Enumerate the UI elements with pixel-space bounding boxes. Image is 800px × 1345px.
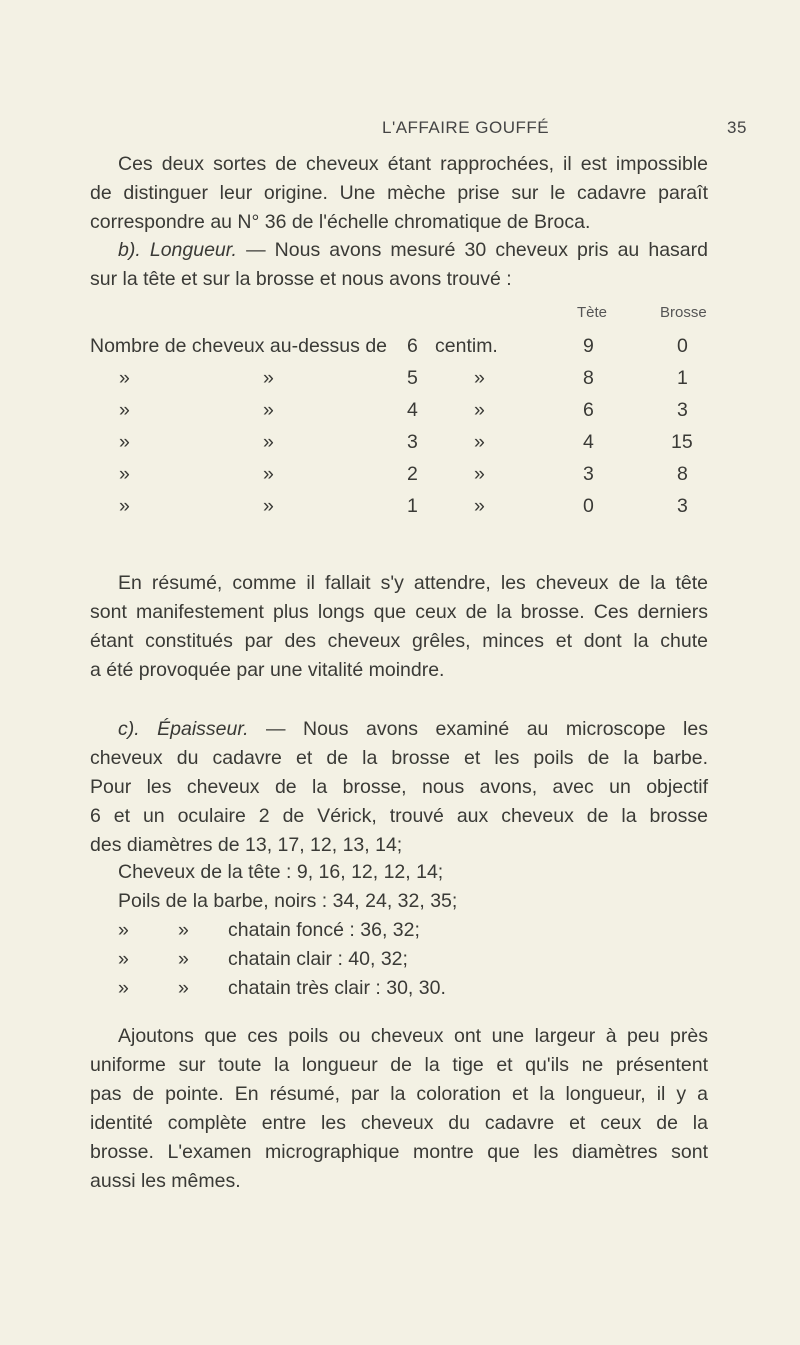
paragraph-conclusion bbox=[90, 1022, 708, 1196]
row-brosse: 8 bbox=[677, 463, 688, 485]
ditto-mark: » bbox=[263, 367, 274, 389]
row-tete: 8 bbox=[583, 367, 594, 389]
text-line: Pour les cheveux de la brosse, nous avons, avec un objectif bbox=[90, 776, 708, 798]
text-line: Ces deux sortes de cheveux étant rapprochées, il est impossible bbox=[118, 153, 708, 175]
ditto-mark: » bbox=[119, 367, 130, 389]
text-line bbox=[90, 715, 708, 744]
list-item-text: chatain foncé : 36, 32; bbox=[228, 919, 420, 941]
row-cm: 4 bbox=[407, 399, 418, 421]
header-title: L'AFFAIRE GOUFFÉ bbox=[382, 118, 550, 137]
row-brosse: 15 bbox=[671, 431, 693, 453]
row-tete: 0 bbox=[583, 495, 594, 517]
ditto-mark: » bbox=[118, 919, 129, 941]
row-tete: 9 bbox=[583, 335, 594, 357]
text-line: des diamètres de 13, 17, 12, 13, 14; bbox=[90, 834, 403, 856]
ditto-mark: » bbox=[263, 463, 274, 485]
text-line: étant constitués par des cheveux grêles, minces et dont la chute bbox=[90, 630, 708, 652]
ditto-mark: » bbox=[119, 431, 130, 453]
text-line: identité complète entre les cheveux du cadavre et ceux de la bbox=[90, 1112, 708, 1134]
row-tete: 6 bbox=[583, 399, 594, 421]
ditto-mark: » bbox=[118, 977, 129, 999]
text-line: brosse. L'examen micrographique montre que les diamètres sont bbox=[90, 1141, 708, 1163]
row-cm: 1 bbox=[407, 495, 418, 517]
list-item-text: chatain clair : 40, 32; bbox=[228, 948, 408, 970]
text-line: 6 et un oculaire 2 de Vérick, trouvé aux cheveux de la brosse bbox=[90, 805, 708, 827]
column-header-tete: Tète bbox=[577, 304, 608, 321]
text-fragment: — Nous avons examiné au microscope les bbox=[248, 718, 708, 740]
text-fragment: — Nous avons mesuré 30 cheveux pris au hasard bbox=[236, 239, 708, 261]
ditto-mark: » bbox=[178, 977, 189, 999]
text-line: sont manifestement plus longs que ceux de la brosse. Ces derniers bbox=[90, 601, 708, 623]
paragraph-summary bbox=[90, 569, 708, 685]
page-number: 35 bbox=[727, 118, 747, 137]
row-brosse: 0 bbox=[677, 335, 688, 357]
list-item-text: chatain très clair : 30, 30. bbox=[228, 977, 446, 999]
row-brosse: 1 bbox=[677, 367, 688, 389]
ditto-mark: » bbox=[119, 463, 130, 485]
paragraph-length bbox=[90, 236, 708, 294]
text-line: correspondre au N° 36 de l'échelle chromatique de Broca. bbox=[90, 211, 591, 233]
section-label: b). Longueur. bbox=[118, 239, 237, 261]
running-header bbox=[0, 118, 800, 142]
row-label: Nombre de cheveux au-dessus de bbox=[90, 335, 388, 357]
text-line: sur la tête et sur la brosse et nous avons trouvé : bbox=[90, 268, 512, 290]
row-unit: centim. bbox=[435, 335, 498, 357]
row-cm: 3 bbox=[407, 431, 418, 453]
row-cm: 2 bbox=[407, 463, 418, 485]
paragraph-color bbox=[90, 150, 708, 237]
text-line: uniforme sur toute la longueur de la tige et qu'ils ne présentent bbox=[90, 1054, 708, 1076]
ditto-mark: » bbox=[474, 495, 485, 517]
text-line: pas de pointe. En résumé, par la coloration et la longueur, il y a bbox=[90, 1083, 708, 1105]
ditto-mark: » bbox=[119, 399, 130, 421]
row-brosse: 3 bbox=[677, 399, 688, 421]
list-item: Poils de la barbe, noirs : 34, 24, 32, 35; bbox=[118, 890, 458, 912]
ditto-mark: » bbox=[263, 495, 274, 517]
row-cm: 5 bbox=[407, 367, 418, 389]
column-header-brosse: Brosse bbox=[660, 304, 707, 321]
text-line: aussi les mêmes. bbox=[90, 1170, 241, 1192]
ditto-mark: » bbox=[119, 495, 130, 517]
text-line: En résumé, comme il fallait s'y attendre, les cheveux de la tête bbox=[118, 572, 708, 594]
paragraph-thickness bbox=[90, 715, 708, 860]
ditto-mark: » bbox=[178, 948, 189, 970]
text-line bbox=[90, 236, 708, 265]
ditto-mark: » bbox=[118, 948, 129, 970]
ditto-mark: » bbox=[474, 399, 485, 421]
ditto-mark: » bbox=[474, 463, 485, 485]
ditto-mark: » bbox=[263, 399, 274, 421]
text-line: Ajoutons que ces poils ou cheveux ont une largeur à peu près bbox=[118, 1025, 708, 1047]
ditto-mark: » bbox=[178, 919, 189, 941]
row-tete: 4 bbox=[583, 431, 594, 453]
section-label: c). Épaisseur. bbox=[118, 718, 249, 740]
text-line: cheveux du cadavre et de la brosse et les poils de la barbe. bbox=[90, 747, 708, 769]
row-brosse: 3 bbox=[677, 495, 688, 517]
text-line: a été provoquée par une vitalité moindre. bbox=[90, 659, 445, 681]
row-cm: 6 bbox=[407, 335, 418, 357]
ditto-mark: » bbox=[263, 431, 274, 453]
row-tete: 3 bbox=[583, 463, 594, 485]
text-line: de distinguer leur origine. Une mèche prise sur le cadavre paraît bbox=[90, 182, 708, 204]
list-item: Cheveux de la tête : 9, 16, 12, 12, 14; bbox=[118, 861, 444, 883]
ditto-mark: » bbox=[474, 367, 485, 389]
ditto-mark: » bbox=[474, 431, 485, 453]
